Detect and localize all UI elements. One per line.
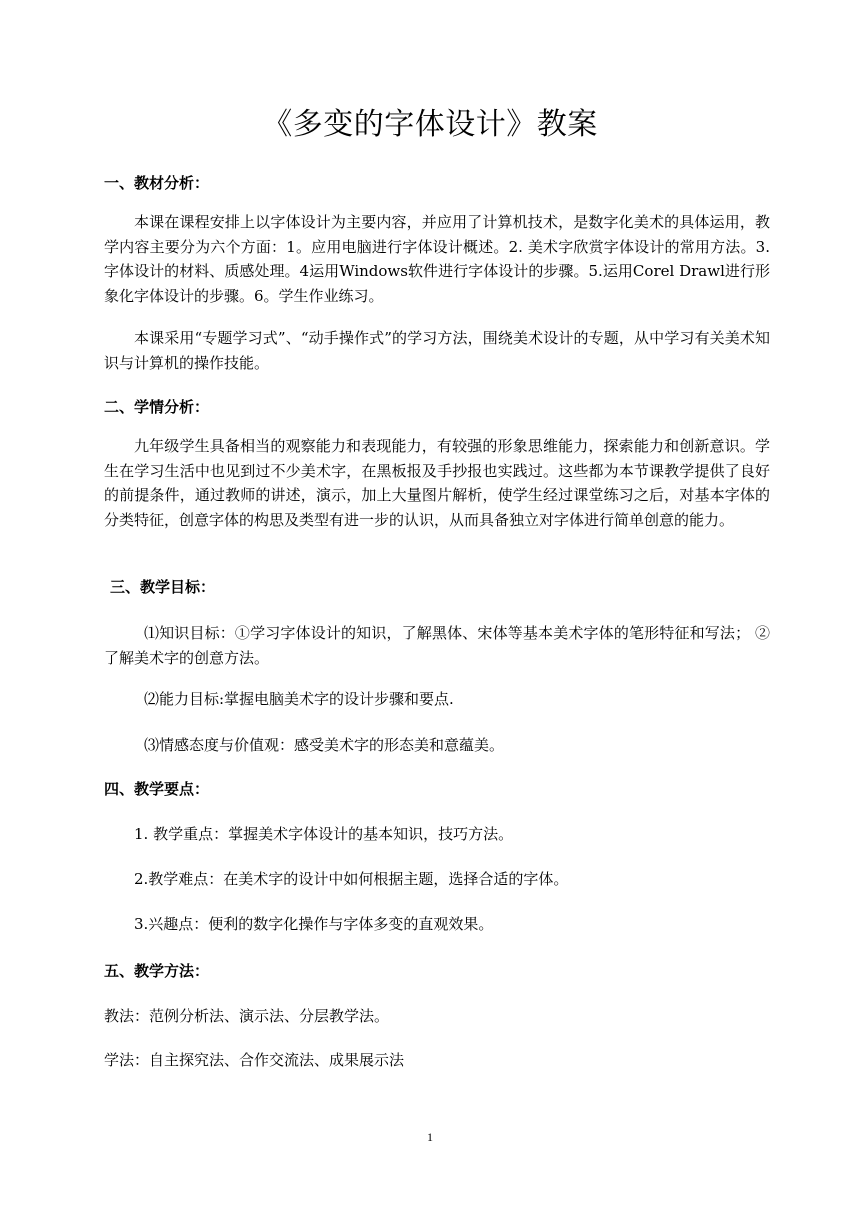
teaching-methods-line: 教法：范例分析法、演示法、分层教学法。 [104, 1007, 390, 1025]
document-title: 《多变的字体设计》教案 [262, 107, 598, 142]
goal-ability: ⑵能力目标:掌握电脑美术字的设计步骤和要点. [144, 690, 454, 708]
section-heading-teaching-points: 四、教学要点： [104, 780, 210, 798]
paragraph-student-analysis: 九年级学生具备相当的观察能力和表现能力，有较强的形象思维能力，探索能力和创新意识。学生在学习生活中也见到过不少美术字，在黑板报及手抄报也实践过。这些都为本节课教学提供了良好的前提条件，通过教师的讲述，演示，加上大量图片解析，使学生经过课堂练习之后，对基本字体的分类特征，创意字体的构思及类型有进一步的认识，从而具备独立对字体进行简单创意的能力。 [104, 437, 770, 529]
goal-knowledge: ⑴知识目标：①学习字体设计的知识，了解黑体、宋体等基本美术字体的笔形特征和写法； ②了解美术字的创意方法。 [104, 624, 770, 667]
section-heading-teaching-goals: 三、教学目标： [110, 578, 216, 596]
teaching-point-key: 1. 教学重点：掌握美术字体设计的基本知识，技巧方法。 [134, 825, 514, 843]
section-heading-student-analysis: 二、学情分析： [104, 398, 210, 416]
teaching-point-difficulty: 2.教学难点：在美术字的设计中如何根据主题，选择合适的字体。 [134, 870, 569, 888]
page-number: 1 [427, 1130, 433, 1144]
learning-methods-line: 学法：自主探究法、合作交流法、成果展示法 [104, 1051, 405, 1069]
section-heading-teaching-methods: 五、教学方法： [104, 962, 210, 980]
teaching-point-interest: 3.兴趣点：便利的数字化操作与字体多变的直观效果。 [134, 915, 494, 933]
paragraph-textbook-analysis-2: 本课采用“专题学习式”、“动手操作式”的学习方法，围绕美术设计的专题，从中学习有关美术知识与计算机的操作技能。 [104, 329, 770, 372]
goal-emotion-values: ⑶情感态度与价值观：感受美术字的形态美和意蕴美。 [144, 736, 505, 754]
section-heading-textbook-analysis: 一、教材分析： [104, 174, 210, 192]
paragraph-textbook-analysis-1: 本课在课程安排上以字体设计为主要内容，并应用了计算机技术，是数字化美术的具体运用，教学内容主要分为六个方面：1。应用电脑进行字体设计概述。2. 美术字欣赏字体设计的常用方法。3.字体设计的材料、质感处理。4运用Windows软件进行字体设计的步骤。5.运用Corel Drawl进行形象化字体设计的步骤。6。学生作业练习。 [104, 213, 770, 305]
